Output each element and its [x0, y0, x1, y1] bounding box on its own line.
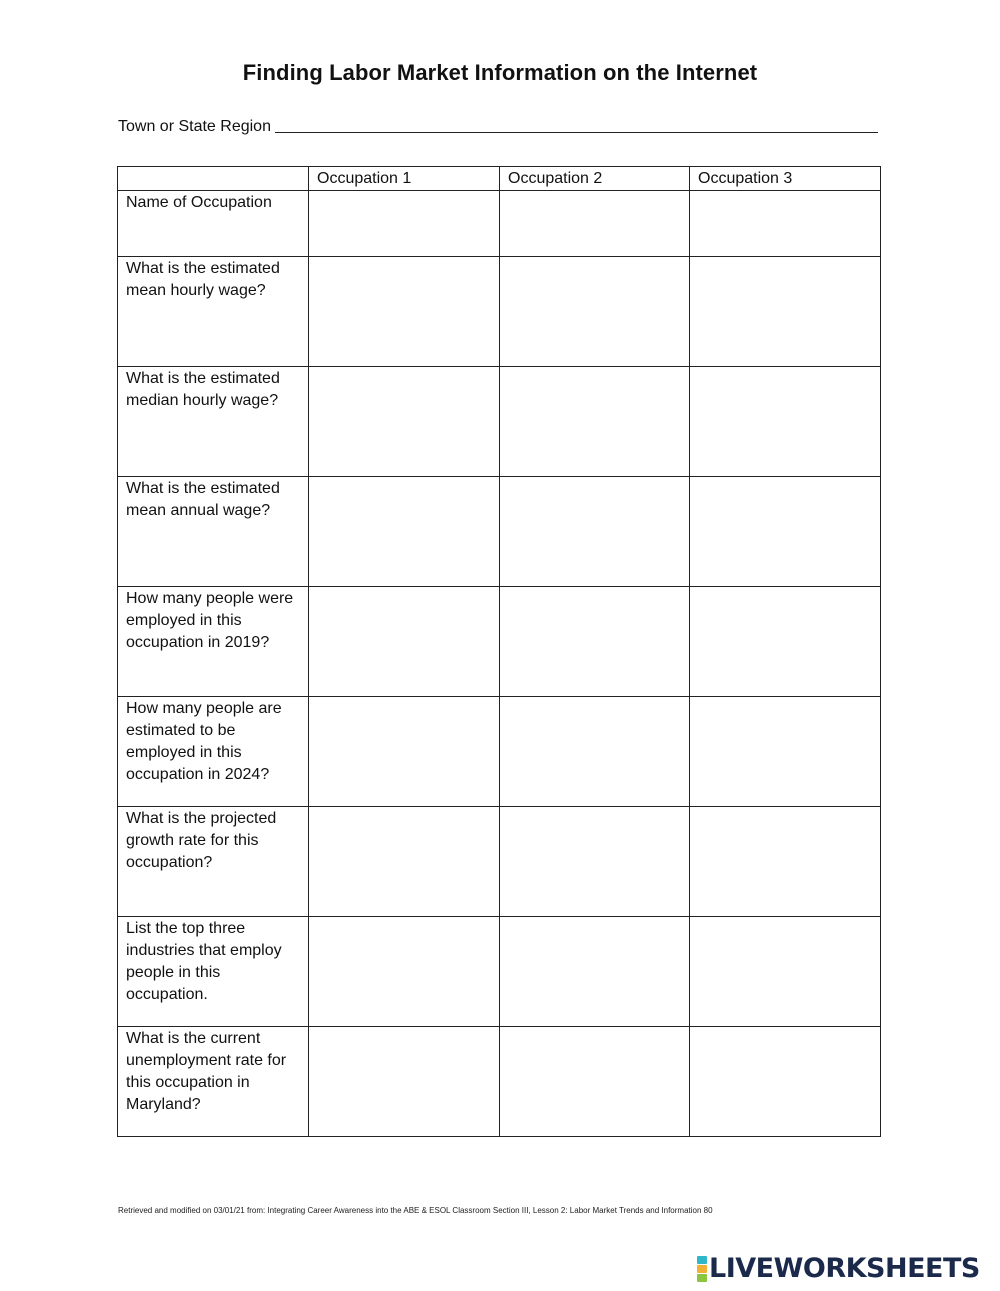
table-header-row [118, 167, 881, 191]
header-cell-empty [118, 167, 309, 191]
table-row [118, 697, 881, 807]
answer-cell[interactable] [500, 367, 690, 477]
table-row [118, 257, 881, 367]
answer-cell[interactable] [690, 697, 881, 807]
row-question: Name of Occupation [118, 191, 309, 257]
source-footnote: Retrieved and modified on 03/01/21 from: Integrating Career Awareness into the ABE & ESOL Classroom Section III, Lesson 2: Labor Market Trends and Information 80 [118, 1206, 713, 1215]
table-row [118, 917, 881, 1027]
answer-cell[interactable] [309, 367, 500, 477]
page-title: Finding Labor Market Information on the Internet [242, 60, 758, 85]
logo-text: LIVEWORKSHEETS [709, 1253, 980, 1284]
answer-cell[interactable] [500, 257, 690, 367]
answer-cell[interactable] [690, 1027, 881, 1137]
table-row [118, 477, 881, 587]
region-label: Town or State Region [118, 118, 271, 135]
answer-cell[interactable] [500, 191, 690, 257]
answer-cell[interactable] [690, 191, 881, 257]
answer-cell[interactable] [309, 1027, 500, 1137]
row-question: List the top three industries that employ people in this occupation. [118, 917, 309, 1027]
answer-cell[interactable] [500, 477, 690, 587]
answer-cell[interactable] [500, 917, 690, 1027]
table-row [118, 367, 881, 477]
row-question: What is the current unemployment rate for this occupation in Maryland? [118, 1027, 309, 1137]
answer-cell[interactable] [690, 367, 881, 477]
region-blank-line[interactable] [275, 114, 878, 133]
answer-cell[interactable] [309, 697, 500, 807]
logo-block-2 [697, 1265, 707, 1273]
answer-cell[interactable] [690, 917, 881, 1027]
row-question: What is the estimated median hourly wage? [118, 367, 309, 477]
row-question: How many people are estimated to be employed in this occupation in 2024? [118, 697, 309, 807]
row-question: What is the projected growth rate for this occupation? [118, 807, 309, 917]
answer-cell[interactable] [500, 1027, 690, 1137]
answer-cell[interactable] [309, 191, 500, 257]
header-occupation-1: Occupation 1 [309, 167, 500, 191]
answer-cell[interactable] [309, 807, 500, 917]
table-row [118, 807, 881, 917]
row-question: How many people were employed in this occupation in 2019? [118, 587, 309, 697]
answer-cell[interactable] [690, 257, 881, 367]
answer-cell[interactable] [309, 917, 500, 1027]
answer-cell[interactable] [690, 477, 881, 587]
answer-cell[interactable] [309, 257, 500, 367]
answer-cell[interactable] [309, 587, 500, 697]
table-row [118, 191, 881, 257]
table-row [118, 1027, 881, 1137]
region-field [118, 114, 878, 136]
header-occupation-2: Occupation 2 [500, 167, 690, 191]
answer-cell[interactable] [500, 697, 690, 807]
logo-block-1 [697, 1256, 707, 1264]
answer-cell[interactable] [500, 587, 690, 697]
logo-blocks-icon [697, 1256, 707, 1282]
logo-block-3 [697, 1274, 707, 1282]
labor-market-table [117, 166, 881, 1137]
row-question: What is the estimated mean hourly wage? [118, 257, 309, 367]
answer-cell[interactable] [690, 807, 881, 917]
liveworksheets-logo[interactable] [697, 1255, 980, 1283]
answer-cell[interactable] [500, 807, 690, 917]
table-row [118, 587, 881, 697]
row-question: What is the estimated mean annual wage? [118, 477, 309, 587]
answer-cell[interactable] [690, 587, 881, 697]
header-occupation-3: Occupation 3 [690, 167, 881, 191]
answer-cell[interactable] [309, 477, 500, 587]
